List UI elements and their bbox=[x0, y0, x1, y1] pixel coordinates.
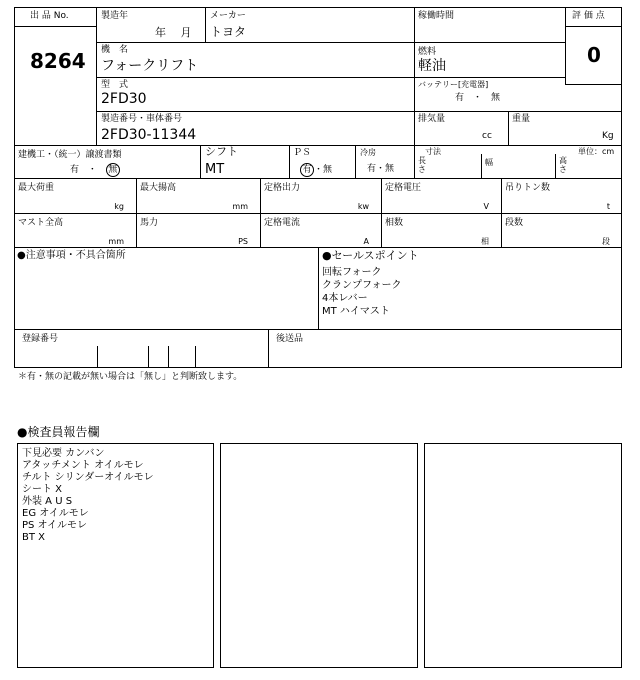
spec-label: 定格出力 bbox=[264, 183, 301, 193]
maker-value: トヨタ bbox=[210, 25, 247, 39]
spec-label: 定格電圧 bbox=[385, 183, 422, 193]
spec-unit: 段 bbox=[602, 237, 610, 246]
registration-label: 登録番号 bbox=[22, 334, 59, 344]
spec-label: 段数 bbox=[505, 218, 524, 228]
spec-label: 馬力 bbox=[140, 218, 159, 228]
grade-label: 評 価 点 bbox=[572, 11, 605, 21]
spec-unit: 相 bbox=[481, 237, 489, 246]
cooling-value: 有・無 bbox=[367, 164, 395, 174]
lot-number-value: 8264 bbox=[30, 49, 86, 73]
inspector-note-line: チルト シリンダーオイルモレ bbox=[22, 472, 154, 483]
weight-label: 重量 bbox=[512, 114, 531, 124]
year-unit: 年 月 bbox=[155, 26, 192, 39]
sales-point-item: 回転フォーク bbox=[322, 267, 382, 278]
maker-label: メーカー bbox=[210, 11, 246, 21]
shift-label: シフト bbox=[205, 145, 238, 158]
dimension-unit: 単位：cm bbox=[578, 147, 615, 156]
serial-value: 2FD30-11344 bbox=[101, 127, 197, 143]
ps-label: ＰＳ bbox=[293, 148, 312, 158]
type-label: 型 式 bbox=[101, 80, 129, 90]
width-label: 幅 bbox=[485, 158, 493, 167]
sales-point-item: MT ハイマスト bbox=[322, 306, 390, 317]
inspector-note-line: シート X bbox=[22, 484, 63, 495]
spec-label: マスト全高 bbox=[18, 218, 64, 228]
serial-label: 製造番号・車体番号 bbox=[101, 114, 183, 124]
spec-unit: t bbox=[606, 202, 610, 211]
spec-unit: PS bbox=[238, 237, 248, 246]
hours-label: 稼働時間 bbox=[418, 11, 455, 21]
cooling-label: 冷房 bbox=[360, 148, 376, 157]
inspector-note-line: PS オイルモレ bbox=[22, 520, 88, 531]
displacement-label: 排気量 bbox=[418, 114, 446, 124]
registration-box bbox=[14, 329, 622, 368]
spec-label: 定格電流 bbox=[264, 218, 301, 228]
inspector-box-2 bbox=[220, 443, 418, 668]
sales-points-list bbox=[322, 266, 402, 318]
transfer-no-circled: 無 bbox=[106, 163, 120, 177]
model-name-label: 機 名 bbox=[101, 45, 129, 55]
sales-points-label: ●セールスポイント bbox=[322, 249, 419, 262]
battery-label: バッテリー[充電器] bbox=[418, 80, 489, 89]
spec-unit: mm bbox=[108, 237, 124, 246]
sales-point-item: 4本レバー bbox=[322, 293, 368, 304]
spec-unit: kw bbox=[357, 202, 369, 211]
spec-unit: V bbox=[483, 202, 489, 211]
battery-value: 有 ・ 無 bbox=[455, 93, 501, 103]
inspector-note-line: BT X bbox=[22, 532, 45, 543]
inspector-notes bbox=[22, 448, 154, 544]
length-label: 長 さ bbox=[418, 156, 426, 174]
lot-number-label: 出 品 No. bbox=[30, 11, 69, 21]
year-label: 製造年 bbox=[101, 11, 129, 21]
delivery-items-label: 後送品 bbox=[276, 334, 304, 344]
spec-label: 最大荷重 bbox=[18, 183, 55, 193]
fuel-value: 軽油 bbox=[418, 58, 446, 74]
type-value: 2FD30 bbox=[101, 91, 147, 107]
grade-value: 0 bbox=[587, 43, 601, 67]
inspector-report-title: ●検査員報告欄 bbox=[17, 425, 100, 439]
inspector-note-line: 下見必要 カンバン bbox=[22, 448, 105, 459]
ps-options bbox=[300, 163, 332, 177]
footnote: ＊有・無の記載が無い場合は「無し」と判断致します。 bbox=[18, 372, 243, 382]
shift-value: MT bbox=[205, 162, 225, 177]
inspector-note-line: アタッチメント オイルモレ bbox=[22, 460, 144, 471]
transfer-sep: ・ bbox=[87, 165, 97, 175]
weight-unit: Kg bbox=[602, 131, 614, 141]
model-name-value: フォークリフト bbox=[101, 58, 199, 74]
height-label: 高 さ bbox=[559, 156, 567, 174]
inspector-note-line: 外装 A U S bbox=[22, 496, 73, 507]
sales-point-item: クランプフォーク bbox=[322, 280, 402, 291]
transfer-yes: 有 bbox=[70, 165, 80, 175]
transfer-docs-options bbox=[70, 163, 120, 177]
fuel-label: 燃料 bbox=[418, 47, 437, 57]
ps-no: ・無 bbox=[314, 165, 333, 175]
spec-label: 最大揚高 bbox=[140, 183, 177, 193]
spec-unit: mm bbox=[232, 202, 248, 211]
spec-unit: A bbox=[363, 237, 369, 246]
inspector-box-3 bbox=[424, 443, 622, 668]
transfer-docs-label: 建機工・（統一）譲渡書類 bbox=[18, 150, 122, 160]
spec-label: 吊りトン数 bbox=[505, 183, 551, 193]
defects-label: ●注意事項・不具合箇所 bbox=[17, 250, 126, 261]
dimension-label: 寸法 bbox=[425, 147, 441, 156]
inspector-note-line: EG オイルモレ bbox=[22, 508, 89, 519]
ps-yes-circled: 有 bbox=[300, 163, 314, 177]
spec-label: 相数 bbox=[385, 218, 404, 228]
displacement-unit: cc bbox=[482, 131, 492, 141]
spec-unit: kg bbox=[114, 202, 124, 211]
